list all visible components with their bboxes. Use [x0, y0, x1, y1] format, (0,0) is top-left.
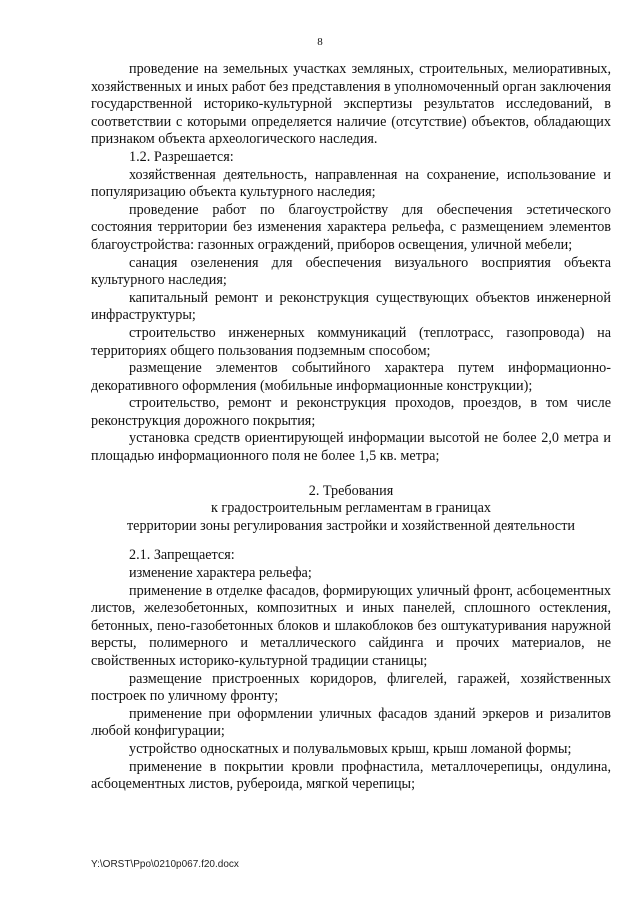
paragraph: капитальный ремонт и реконструкция существующих объектов инженерной инфраструктуры; — [91, 289, 611, 324]
section-title-line: 2. Требования — [308, 482, 394, 499]
paragraph: размещение элементов событийного характера путем информационно-декоративного оформления (мобильные информационные конструкции); — [91, 360, 611, 394]
section-title-line: к градостроительным регламентам в границах — [210, 500, 492, 517]
paragraph: устройство односкатных и полувальмовых крыш, крыш ломаной формы; — [129, 740, 572, 757]
section-title-line: территории зоны регулирования застройки и хозяйственной деятельности — [126, 517, 576, 534]
paragraph: установка средств ориентирующей информации высотой не более 2,0 метра и площадью информационного поля не более 1,5 кв. метра; — [91, 430, 611, 465]
paragraph: санация озеленения для обеспечения визуального восприятия объекта культурного наследия; — [91, 254, 611, 289]
paragraph: изменение характера рельефа; — [129, 565, 312, 582]
subsection-heading-1-2: 1.2. Разрешается: — [129, 148, 234, 165]
subsection-heading-2-1: 2.1. Запрещается: — [129, 547, 235, 564]
footer-file-path: Y:\ORST\Ppo\0210p067.f20.docx — [91, 859, 239, 870]
section-title-2 — [91, 483, 611, 536]
paragraph: применение в отделке фасадов, формирующих уличный фронт, асбоцементных листов, железобетонных, композитных и иных панелей, сплошного остекления, бетонных, пено-газобетонных блоков и шлакоблоков без оштукатуривания наружной версты, полимерного и металлического сайдинга и прочих материалов, не свойственных историко-культурной традиции станицы; — [91, 582, 611, 669]
paragraph: применение при оформлении уличных фасадов зданий эркеров и ризалитов любой конфигурации; — [91, 705, 611, 740]
document-body — [91, 61, 611, 794]
paragraph: строительство инженерных коммуникаций (теплотрасс, газопровода) на территориях общего пользования подземным способом; — [91, 324, 611, 359]
paragraph: применение в покрытии кровли профнастила, металлочерепицы, ондулина, асбоцементных листов, рубероида, мягкой черепицы; — [91, 758, 611, 793]
page-number: 8 — [317, 36, 323, 48]
paragraph: проведение на земельных участках земляных, строительных, мелиоративных, хозяйственных и иных работ без представления в уполномоченный орган заключения государственной историко-культурной экспертизы результатов исследований, в соответствии с которыми определяется наличие (отсутствие) объектов, обладающих признаком объекта археологического наследия. — [91, 61, 611, 148]
paragraph: хозяйственная деятельность, направленная на сохранение, использование и популяризацию объекта культурного наследия; — [91, 166, 611, 201]
paragraph: строительство, ремонт и реконструкция проходов, проездов, в том числе реконструкция дорожного покрытия; — [91, 395, 611, 429]
paragraph: проведение работ по благоустройству для обеспечения эстетического состояния территории без изменения характера рельефа, с размещением элементов благоустройства: газонных ограждений, приборов освещения, уличной мебели; — [91, 201, 611, 253]
paragraph: размещение пристроенных коридоров, флигелей, гаражей, хозяйственных построек по уличному фронту; — [91, 670, 611, 705]
